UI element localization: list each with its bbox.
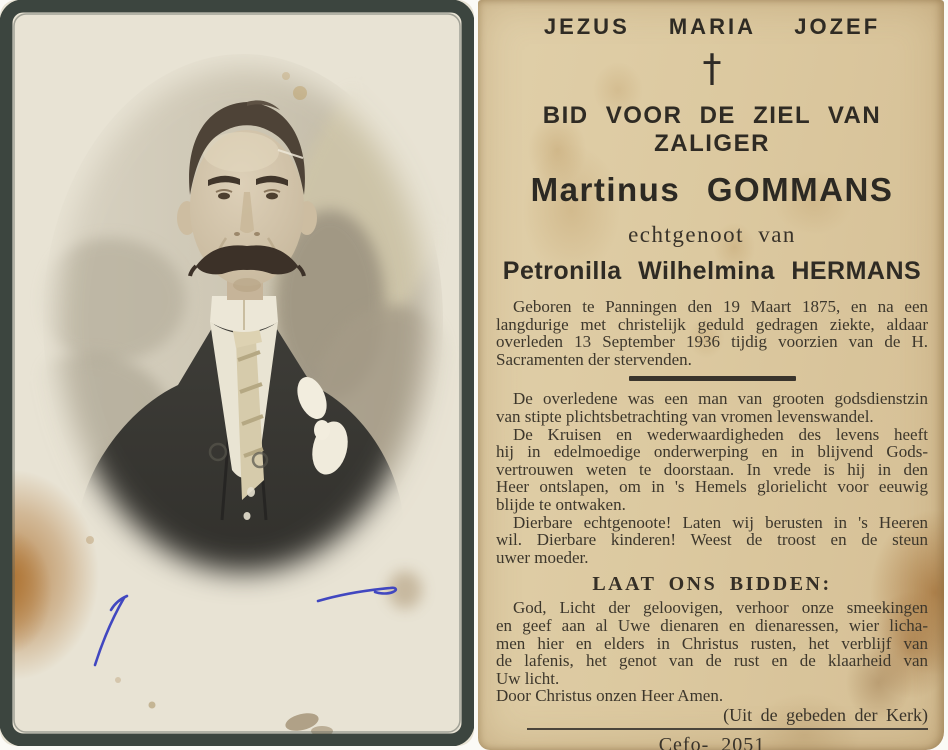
source-note: (Uit de gebeden der Kerk) — [723, 704, 928, 725]
eulogy-paragraph-2: De Kruisen en wederwaardigheden des levens heeft hij in edelmoedige onderwerping en in blijvend Gods- vertrouwen weten te doorstaan. In vrede is hij in den Heer ontslapen, om in 's Hemels glorielicht voor eeuwig blijde te ontwaken. — [496, 424, 928, 514]
portrait-photo — [0, 0, 474, 746]
section-divider — [629, 376, 796, 381]
relation-line: echtgenoot van — [628, 222, 796, 247]
eulogy-paragraph-1: De overledene was een man van grooten godsdienstzin van stipte plichtsbetrachting van vromen levenswandel. — [496, 389, 928, 426]
biography-paragraph: Geboren te Panningen den 19 Maart 1875, en na een langdurige met christelijk geduld gedragen ziekte, aldaar overleden 13 September 1936 tijdig voorzien van de H. Sacramenten der stervenden. — [496, 297, 928, 369]
pray-for-soul-line: BID VOOR DE ZIEL VAN ZALIGER — [542, 102, 882, 157]
prayer-heading: LAAT ONS BIDDEN: — [592, 573, 832, 596]
amen-line: Door Christus onzen Heer Amen. — [496, 686, 724, 706]
cross-icon: † — [702, 46, 722, 90]
invocation-line: JEZUS MARIA JOZEF — [543, 14, 881, 39]
spouse-name: Petronilla Wilhelmina HERMANS — [502, 257, 922, 285]
prayer-paragraph: God, Licht der geloovigen, verhoor onze smeekingen en geef aan al Uwe dienaren en dienaressen, wier licha- men hier en elders in Christus rusten, het verblijf van de lafenis, het genot van de rust en de klaarheid van Uw licht. — [496, 598, 928, 688]
photo-card — [0, 0, 474, 746]
deceased-name: Martinus GOMMANS — [530, 171, 894, 208]
memorial-text-card — [478, 0, 944, 750]
printer-mark: Cefo- 2051 — [658, 733, 766, 750]
eulogy-paragraph-3: Dierbare echtgenoote! Laten wij berusten in 's Heeren wil. Dierbare kinderen! Weest de troost en de steun uwer moeder. — [496, 512, 928, 567]
footer-rule — [527, 728, 928, 730]
